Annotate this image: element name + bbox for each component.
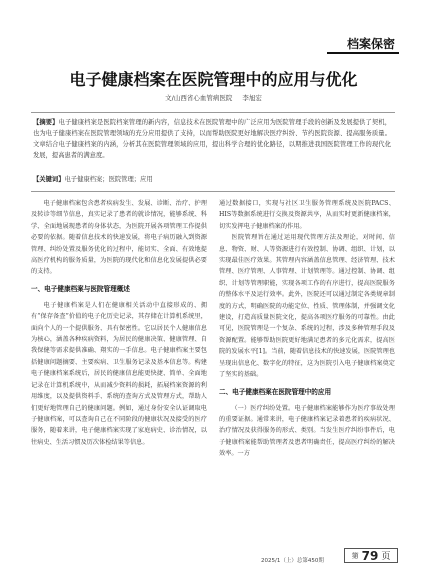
page-number: 79 xyxy=(361,548,379,563)
author-affiliation: 文/山西省心血管病医院 xyxy=(165,94,233,102)
body-paragraph: 电子健康档案包含患者疾病发生、发展、诊断、治疗、护理及转诊等细节信息，真实记录了患者的就诊情况，能够系统、科学、全面地展现患者的身体状态，为医院开展各项管理工作提供必要的依据。随着信息技术的快速发展，将电子病历融入到资源管理、纠纷处置及服务优化的过程中，能切实、全面、有效地提高医疗机构的服务质量，为医院的现代化和信息化发展提供必要的支持。 xyxy=(31,200,207,276)
issue-info: 2025/1（上）总第450期 xyxy=(261,558,324,564)
author-name: 李旭宏 xyxy=(242,94,262,102)
body-paragraph: 医院管理旨在通过运用现代管理方法及理论，对时间、信息、物资、财、人等资源进行有效控制、协调、组织、计划，以实现最佳医疗效果。其管理内容涵盖信息管理、经济管理、技术管理、医疗管理、人事管理、计划管理等。通过控制、协调、组织、计划等管理职能，实现各项工作的有序进行，提高医院服务的整体水平及运行效率。此外，医院还可以通过制定各类规章制度的方式，明确医院的功能定位、性质、管理体制，并强调文化建设，打造高质量医院文化，提高各项医疗服务的可靠性。由此可见，医院管理是一个复杂、系统的过程，涉及多种管理手段及资源配置。能够帮助医院更好地满足患者的多元化需求，提高医院的发展水平[1]。当前，随着信息技术的快速发展，医院管理也呈现出信息化、数字化的特征，这为医院引入电子健康档案奠定了坚实的基础。 xyxy=(219,234,395,379)
body-paragraph: 通过数据接口，实现与社区卫生服务管理系统及医院PACS、HIS等数据系统进行交换及资源共享，从而实时更新健康档案，切实发挥电子健康档案的作用。 xyxy=(219,200,395,230)
abstract xyxy=(33,117,391,173)
page-number-box xyxy=(344,548,398,563)
keywords-text: 电子健康档案；医院管理；应用 xyxy=(64,176,153,183)
section-tag-rule xyxy=(327,52,399,54)
keywords-label: 【关键词】 xyxy=(33,176,65,183)
left-column xyxy=(31,198,207,560)
body-paragraph: （一）医疗纠纷处置。电子健康档案能够作为医疗事故处理的重要证据。通常来讲，电子健康档案记录着患者的疾病状况、治疗情况及获得服务的形式、类别。当发生医疗纠纷事件后，电子健康档案能帮助管理者及患者明确责任，提高医疗纠纷的解决效率。一方 xyxy=(219,404,395,458)
keywords xyxy=(33,174,391,185)
abstract-label: 【摘要】 xyxy=(33,119,59,126)
page-prefix: 第 xyxy=(351,551,359,560)
section-heading: 一、电子健康档案与医院管理概述 xyxy=(31,284,130,293)
section-heading: 二、电子健康档案在医院管理中的应用 xyxy=(219,387,332,396)
page-suffix: 页 xyxy=(381,552,391,562)
right-column xyxy=(219,198,395,560)
article-title: 电子健康档案在医院管理中的应用与优化 xyxy=(69,70,358,89)
body-paragraph: 电子健康档案是人们在健康相关活动中直接形成的、拥有“保存备查”价值的电子化历史记录，其存储在计算机系统里，面向个人的一个提供服务、具有保密性。它以居民个人健康信息为核心，涵盖各种疾病资料，为居民的健康决策、健康管理、自我保健等需求提供准确、翔实的一手信息。电子健康档案主要包括健康问题摘要、主要疾病、卫生服务记录及基本信息等。构建电子健康档案系统后，居民的健康信息能更快捷、简单、全面地记录在计算机系统中，从而减少资料的损耗，拓展档案资源的利用维度，以及提供资料手、系统的查询方式及管理方式，帮助人们更好地管理自己的健康问题。例如，通过身份安全认证调取电子健康档案，可以查询自己在不同阶段的健康状况及接受的医疗服务，随着来讲，电子健康档案实现了家庭病史、诊治情况，以往病史、生活习惯及历次体检结果等信息。 xyxy=(31,301,207,446)
section-tag: 档案保密 xyxy=(346,37,395,51)
byline xyxy=(0,93,427,102)
abstract-text: 电子健康档案是医院档案管理的新内容，信息技术在医院管理中的广泛应用为医院管理手段的创新及发展提供了契机，也为电子健康档案在医院管理领域的充分应用提供了支持，以而帮助医院更好地解决医疗纠纷、节约医院资源、提高服务质量。文章结合电子健康档案的内涵，分析其在医院管理领域的应用，提出科学合理的优化路径，以期推进我国医院管理工作的现代化发展，提高患者的满意度。 xyxy=(33,119,391,159)
